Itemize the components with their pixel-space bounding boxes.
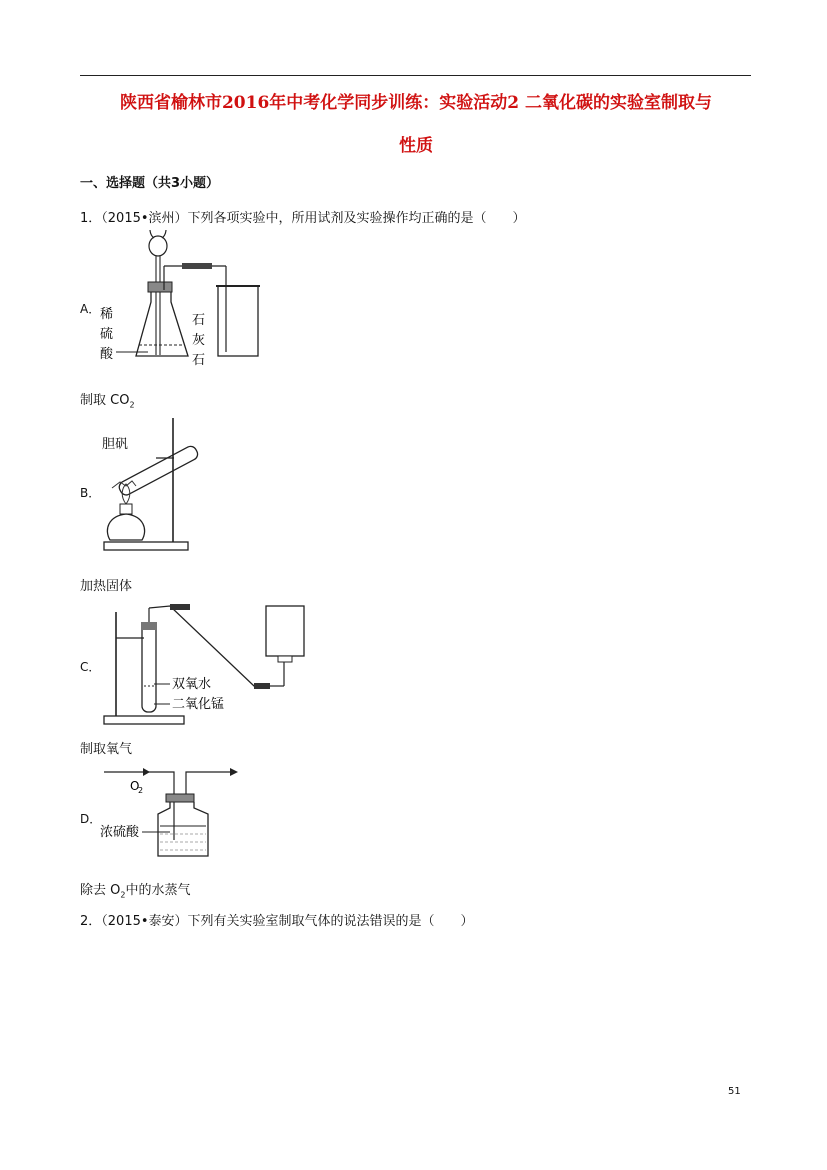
label-lime: 石 bbox=[192, 313, 206, 328]
label-hydrogen-peroxide: 双氧水 bbox=[172, 677, 212, 692]
option-a-figure bbox=[98, 230, 263, 372]
label-blue-vitriol: 胆矾 bbox=[102, 437, 129, 452]
option-d-figure bbox=[98, 760, 248, 864]
page-number: 51 bbox=[728, 1086, 741, 1097]
label-oxygen-sub: 2 bbox=[138, 786, 144, 795]
label-sulfuric: 硫 bbox=[100, 327, 114, 342]
question-2-stem: 2．（2015•泰安）下列有关实验室制取气体的说法错误的是（ ） bbox=[80, 914, 474, 929]
page-title-line1: 陕西省榆林市2016年中考化学同步训练：实验活动2 二氧化碳的实验室制取与 bbox=[119, 93, 713, 113]
option-b-caption: 加热固体 bbox=[80, 579, 133, 594]
label-oxygen: O bbox=[130, 779, 140, 793]
option-a-caption: 制取 $CO_2$ bbox=[80, 393, 135, 410]
option-d-letter: D． bbox=[80, 812, 102, 826]
header-rule bbox=[80, 75, 751, 76]
page-title-line2: 性质 bbox=[399, 136, 433, 156]
label-conc-sulfuric-acid: 浓硫酸 bbox=[100, 825, 140, 840]
question-1-stem: 1．（2015•滨州）下列各项实验中，所用试剂及实验操作均正确的是（ ） bbox=[80, 211, 526, 226]
option-c-caption: 制取氧气 bbox=[80, 742, 133, 757]
label-ash: 灰 bbox=[192, 333, 206, 348]
option-c-figure bbox=[98, 598, 310, 732]
label-manganese-dioxide: 二氧化锰 bbox=[172, 697, 225, 712]
option-a-letter: A． bbox=[80, 302, 101, 316]
label-stone: 石 bbox=[192, 353, 206, 368]
option-b-figure bbox=[98, 412, 203, 558]
section-heading: 一、选择题（共3小题） bbox=[80, 176, 220, 191]
option-d-caption: 除去 $O_2$中的水蒸气 bbox=[80, 883, 191, 900]
label-acid: 酸 bbox=[100, 347, 114, 362]
option-c-letter: C． bbox=[80, 660, 101, 674]
label-dilute: 稀 bbox=[100, 307, 114, 322]
option-b-letter: B． bbox=[80, 486, 101, 500]
